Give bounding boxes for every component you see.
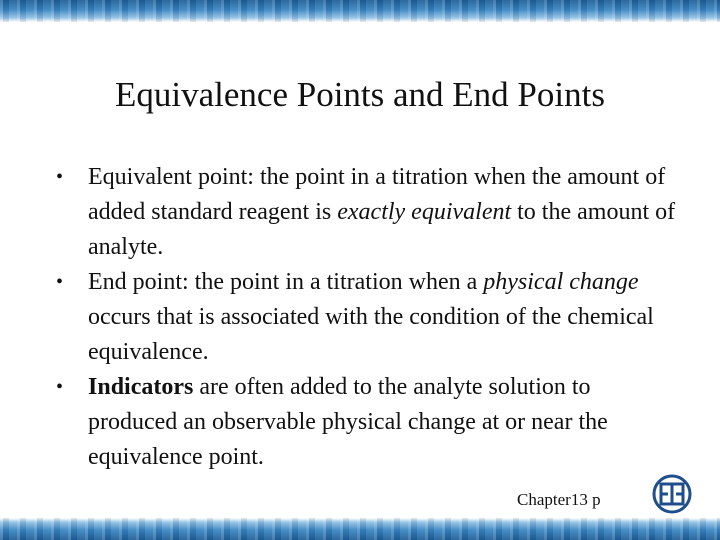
bullet-item [52, 265, 682, 370]
bullet-dot-icon: • [56, 271, 64, 293]
bullet-text-segment: occurs that is associated with the condition of the chemical equivalence. [88, 304, 654, 365]
top-decorative-band [0, 0, 720, 22]
bullet-item [52, 370, 682, 475]
bullet-text-segment: exactly equivalent [337, 199, 512, 225]
slide-title: Equivalence Points and End Points [115, 75, 605, 114]
bullet-dot-icon: • [56, 166, 64, 188]
bullet-item [52, 160, 682, 265]
bullet-text [88, 269, 654, 365]
bullet-text [88, 164, 675, 260]
bullet-text-segment: End point: the point in a titration when a [88, 269, 484, 295]
bullet-text-segment: physical change [483, 269, 639, 295]
bullet-text-segment: Indicators [88, 374, 194, 400]
bullet-text-segment: are often added to the analyte solution to produced an observable physical change at or near the equivalence point. [88, 374, 608, 470]
bullet-dot-icon: • [56, 376, 64, 398]
bullet-list [52, 160, 682, 475]
university-logo-icon [652, 474, 692, 514]
footer-chapter-label: Chapter13 p [517, 490, 601, 509]
bottom-decorative-band [0, 518, 720, 540]
bullet-text-segment: Equivalent point: the point in a titration when the amount of added standard reagent is [88, 164, 666, 225]
bullet-text-segment: to the amount of analyte. [88, 199, 676, 260]
bullet-text [88, 374, 608, 470]
